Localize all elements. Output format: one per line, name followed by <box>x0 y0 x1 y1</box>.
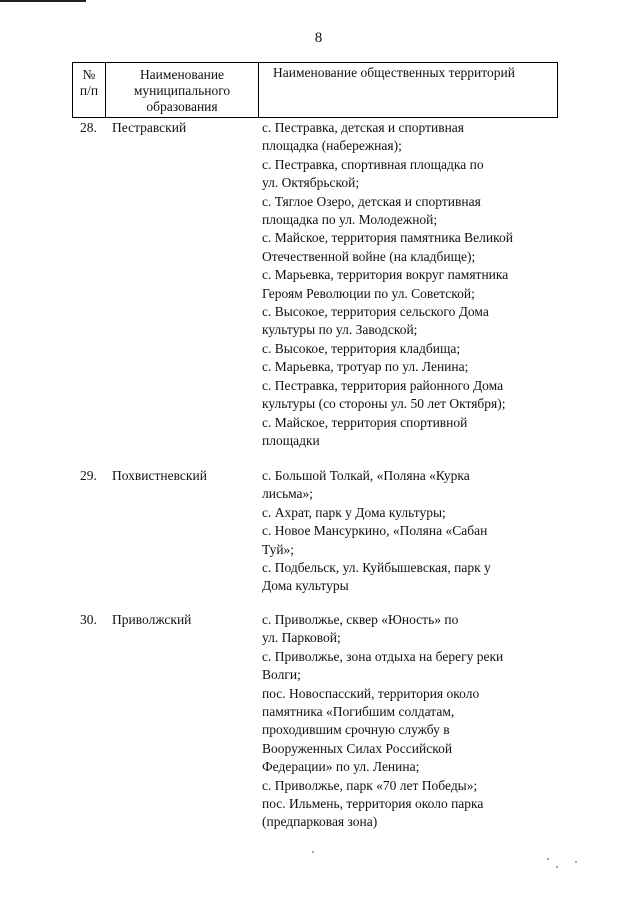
territory-line: с. Большой Толкай, «Поляна «Курка <box>262 468 470 483</box>
row-municipality: Приволжский <box>112 612 192 627</box>
territory-line: Волги; <box>262 667 301 683</box>
row-number: 30. <box>80 612 97 627</box>
territory-line: Отечественной войне (на кладбище); <box>262 248 476 264</box>
territory-line: с. Пестравка, детская и спортивная <box>262 120 464 135</box>
row-territories <box>262 119 562 450</box>
scan-speck <box>575 861 577 863</box>
territory-line: проходившим срочную службу в <box>262 722 450 738</box>
scan-speck <box>556 866 558 868</box>
row-territories <box>262 611 562 832</box>
territory-line: ул. Октябрьской; <box>262 175 360 191</box>
territory-line: с. Пестравка, спортивная площадка по <box>262 156 484 172</box>
territory-line: пос. Новоспасский, территория около <box>262 685 480 701</box>
top-rule <box>0 0 86 2</box>
row-number: 28. <box>80 120 97 135</box>
territory-line: лисьма»; <box>262 486 314 502</box>
table-header <box>72 62 558 118</box>
territory-line: Дома культуры <box>262 578 349 594</box>
territory-line: с. Ахрат, парк у Дома культуры; <box>262 504 446 520</box>
territory-line: Героям Революции по ул. Советской; <box>262 285 475 301</box>
header-col-number <box>73 63 106 117</box>
territory-line: пос. Ильмень, территория около парка <box>262 796 484 812</box>
territory-line: с. Тяглое Озеро, детская и спортивная <box>262 193 481 209</box>
territory-line: с. Пестравка, территория районного Дома <box>262 377 504 393</box>
territory-line: с. Приволжье, зона отдыха на берегу реки <box>262 648 504 664</box>
territory-line: Вооруженных Силах Российской <box>262 740 453 756</box>
territory-line: с. Приволжье, сквер «Юность» по <box>262 612 459 627</box>
territory-line: Туй»; <box>262 541 295 557</box>
header-col-municipality-line: Наименование <box>139 67 225 82</box>
territory-line: с. Высокое, территория кладбища; <box>262 340 461 356</box>
territory-line: ул. Парковой; <box>262 630 341 646</box>
scan-speck <box>547 858 549 860</box>
territory-line: с. Майское, территория спортивной <box>262 414 468 430</box>
territory-line: с. Высокое, территория сельского Дома <box>262 304 489 320</box>
row-municipality: Пестравский <box>112 120 187 135</box>
territory-line: культуры по ул. Заводской; <box>262 322 418 338</box>
page-number: 8 <box>314 30 323 46</box>
territory-line: с. Подбельск, ул. Куйбышевская, парк у <box>262 560 491 576</box>
header-col-municipality-line: образования <box>146 99 218 114</box>
territory-line: (предпарковая зона) <box>262 814 378 830</box>
row-number: 29. <box>80 468 97 483</box>
territory-line: с. Марьевка, территория вокруг памятника <box>262 267 509 283</box>
scan-speck <box>312 851 314 853</box>
territory-line: Федерации» по ул. Ленина; <box>262 759 420 775</box>
territory-line: культуры (со стороны ул. 50 лет Октября); <box>262 396 506 412</box>
territory-line: с. Приволжье, парк «70 лет Победы»; <box>262 777 478 793</box>
row-municipality: Похвистневский <box>112 468 207 483</box>
territory-line: с. Майское, территория памятника Великой <box>262 230 513 246</box>
header-col-municipality-line: муниципального <box>133 83 231 98</box>
header-col-number-line: п/п <box>79 83 99 98</box>
header-col-number-line: № <box>82 67 96 82</box>
territory-line: площадка по ул. Молодежной; <box>262 212 438 228</box>
territory-line: памятника «Погибшим солдатам, <box>262 704 455 720</box>
row-territories <box>262 467 562 596</box>
header-col-territories: Наименование общественных территорий <box>273 65 515 80</box>
territory-line: площадки <box>262 432 320 448</box>
territory-line: с. Марьевка, тротуар по ул. Ленина; <box>262 359 469 375</box>
territory-line: площадка (набережная); <box>262 138 402 154</box>
header-col-municipality <box>106 63 259 117</box>
territory-line: с. Новое Мансуркино, «Поляна «Сабан <box>262 523 488 539</box>
